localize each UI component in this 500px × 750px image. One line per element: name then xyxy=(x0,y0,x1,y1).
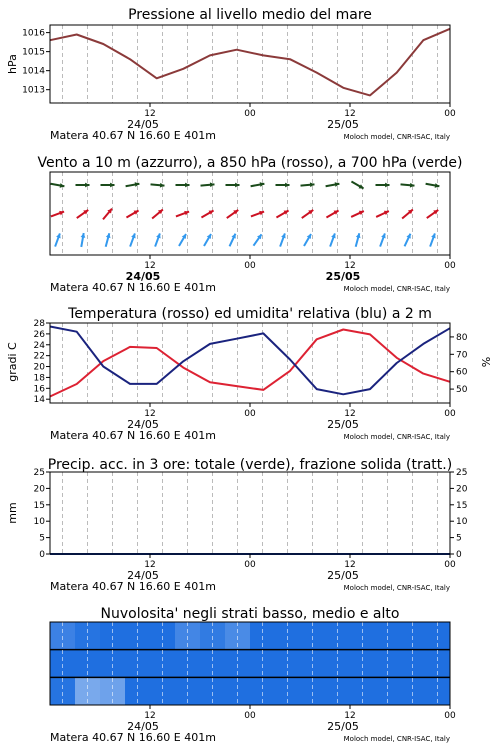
pressure-grid xyxy=(63,25,438,103)
y-tick-label-right: 80 xyxy=(456,332,468,343)
precip-yticks xyxy=(34,468,50,560)
rh-ylabel: % xyxy=(480,356,493,368)
date-label: 24/05 xyxy=(127,118,159,131)
cloud-title: Nuvolosita' negli strati basso, medio e alto xyxy=(100,606,400,622)
y-tick-label: 20 xyxy=(33,484,45,495)
wind-panel xyxy=(37,155,462,294)
x-tick-label: 00 xyxy=(244,711,256,721)
y-tick-label: 14 xyxy=(33,395,45,406)
date-label: 25/05 xyxy=(327,418,359,431)
credit-label: Moloch model, CNR-ISAC, Italy xyxy=(343,285,450,293)
y-tick-label: 28 xyxy=(33,319,45,329)
date-label: 25/05 xyxy=(325,270,361,283)
cloud-panel xyxy=(50,606,456,744)
location-label: Matera 40.67 N 16.60 E 401m xyxy=(50,731,216,744)
location-label: Matera 40.67 N 16.60 E 401m xyxy=(50,429,216,442)
y-tick-label-right: 0 xyxy=(456,550,462,560)
precip-panel xyxy=(6,457,468,593)
rh-yticks xyxy=(450,333,468,395)
date-label: 24/05 xyxy=(125,270,161,283)
y-tick-label: 5 xyxy=(39,533,45,544)
y-tick-label-right: 25 xyxy=(456,468,468,478)
y-tick-label: 1014 xyxy=(22,66,45,77)
pressure-line xyxy=(50,29,450,96)
temperature-line xyxy=(50,330,450,397)
x-tick-label: 00 xyxy=(444,560,456,570)
y-tick-label: 1013 xyxy=(22,85,45,96)
y-tick-label: 26 xyxy=(33,329,45,340)
wind-xaxis xyxy=(50,255,456,294)
humidity-line xyxy=(50,327,450,395)
y-tick-label: 25 xyxy=(33,468,45,478)
y-tick-label-right: 5 xyxy=(456,533,462,544)
x-tick-label: 12 xyxy=(144,711,156,721)
x-tick-label: 00 xyxy=(244,409,256,419)
precip-ylabel: mm xyxy=(6,502,19,524)
credit-label: Moloch model, CNR-ISAC, Italy xyxy=(343,433,450,441)
x-tick-label: 00 xyxy=(444,261,456,271)
x-tick-label: 12 xyxy=(144,560,156,570)
precip-frame xyxy=(50,472,450,554)
x-tick-label: 12 xyxy=(344,109,356,119)
location-label: Matera 40.67 N 16.60 E 401m xyxy=(50,281,216,294)
x-tick-label: 00 xyxy=(444,409,456,419)
date-label: 24/05 xyxy=(127,720,159,733)
x-tick-label: 12 xyxy=(144,109,156,119)
precip-title: Precip. acc. in 3 ore: totale (verde), frazione solida (tratt.) xyxy=(47,457,453,473)
date-label: 25/05 xyxy=(327,569,359,582)
y-tick-label-right: 60 xyxy=(456,367,468,378)
wind-title: Vento a 10 m (azzurro), a 850 hPa (rosso), a 700 hPa (verde) xyxy=(37,155,463,171)
y-tick-label: 15 xyxy=(33,500,45,511)
pressure-xaxis xyxy=(50,103,456,142)
date-label: 24/05 xyxy=(127,569,159,582)
credit-label: Moloch model, CNR-ISAC, Italy xyxy=(343,584,450,592)
x-tick-label: 12 xyxy=(344,409,356,419)
precip-grid xyxy=(63,472,438,554)
credit-label: Moloch model, CNR-ISAC, Italy xyxy=(343,735,450,743)
y-tick-label-right: 70 xyxy=(456,350,468,361)
cloud-cells xyxy=(50,622,451,706)
temp-rh-frame xyxy=(50,323,450,403)
pressure-panel xyxy=(6,7,456,142)
y-tick-label-right: 50 xyxy=(456,385,468,396)
temp-rh-xaxis xyxy=(50,403,456,442)
date-label: 24/05 xyxy=(127,418,159,431)
pressure-series xyxy=(50,29,450,96)
cloud-xaxis xyxy=(50,705,456,744)
y-tick-label: 18 xyxy=(33,373,45,384)
credit-label: Moloch model, CNR-ISAC, Italy xyxy=(343,133,450,141)
pressure-title: Pressione al livello medio del mare xyxy=(128,7,372,23)
x-tick-label: 12 xyxy=(144,409,156,419)
temp-yticks xyxy=(34,319,50,405)
y-tick-label: 0 xyxy=(39,550,45,560)
temp-rh-panel xyxy=(6,306,493,442)
date-label: 25/05 xyxy=(327,720,359,733)
x-tick-label: 12 xyxy=(344,261,356,271)
y-tick-label-right: 20 xyxy=(456,484,468,495)
x-tick-label: 00 xyxy=(244,109,256,119)
y-tick-label-right: 15 xyxy=(456,500,468,511)
location-label: Matera 40.67 N 16.60 E 401m xyxy=(50,129,216,142)
temp-rh-grid xyxy=(63,323,438,403)
y-tick-label: 10 xyxy=(33,517,45,528)
x-tick-label: 12 xyxy=(344,560,356,570)
x-tick-label: 00 xyxy=(244,261,256,271)
temp-rh-series xyxy=(50,327,450,397)
pressure-frame xyxy=(50,25,450,103)
x-tick-label: 00 xyxy=(444,109,456,119)
y-tick-label: 22 xyxy=(33,351,45,362)
y-tick-label-right: 10 xyxy=(456,517,468,528)
temp-ylabel: gradi C xyxy=(6,342,19,382)
precip-xaxis xyxy=(50,554,456,593)
x-tick-label: 12 xyxy=(344,711,356,721)
y-tick-label: 16 xyxy=(33,384,45,395)
y-tick-label: 20 xyxy=(33,362,45,373)
wind-arrows xyxy=(51,182,440,247)
y-tick-label: 24 xyxy=(33,340,45,351)
pressure-yticks xyxy=(22,29,50,96)
y-tick-label: 1015 xyxy=(22,47,45,58)
temp-rh-title: Temperatura (rosso) ed umidita' relativa (blu) a 2 m xyxy=(68,306,432,322)
x-tick-label: 00 xyxy=(244,560,256,570)
location-label: Matera 40.67 N 16.60 E 401m xyxy=(50,580,216,593)
x-tick-label: 00 xyxy=(444,711,456,721)
date-label: 25/05 xyxy=(327,118,359,131)
pressure-ylabel: hPa xyxy=(6,54,19,74)
x-tick-label: 12 xyxy=(144,261,156,271)
precip-yticks-right xyxy=(450,468,468,560)
y-tick-label: 1016 xyxy=(22,28,45,39)
